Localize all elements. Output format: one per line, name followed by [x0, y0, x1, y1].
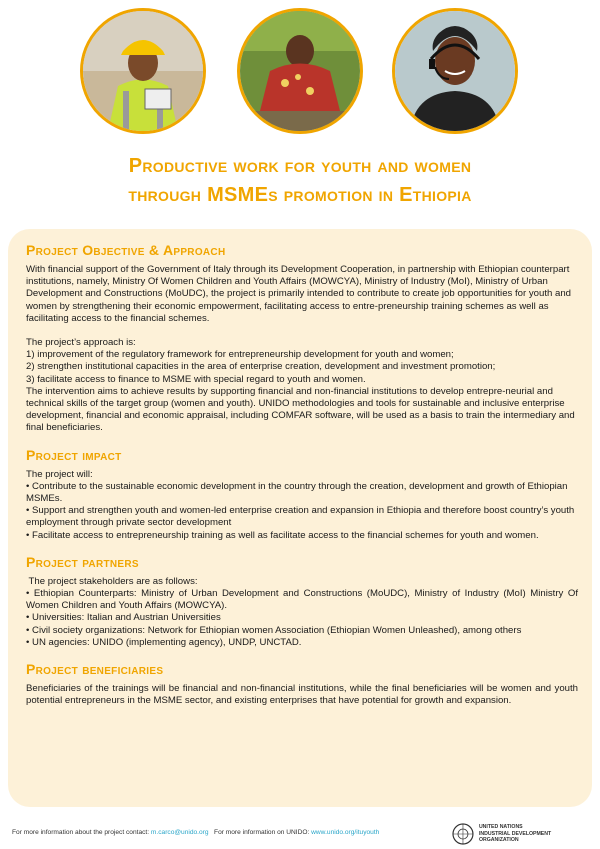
footer-text	[12, 829, 379, 836]
farmer-photo	[237, 8, 363, 134]
impact-item: • Contribute to the sustainable economic development in the country through the creation, development and growth of Ethiopian MSMEs.	[26, 480, 568, 505]
approach-intro: The project’s approach is:	[26, 337, 136, 349]
approach-item: 3) facilitate access to finance to MSME with special regard to youth and women.	[26, 373, 366, 385]
partners-item: • Universities: Italian and Austrian Universities	[26, 612, 221, 624]
org-name-line-1: UNITED NATIONS	[478, 824, 523, 831]
objective-heading: Project Objective & Approach	[26, 242, 226, 258]
contact-label: For more information about the project contact:	[12, 829, 151, 836]
org-name	[479, 824, 592, 844]
call-center-photo	[392, 8, 518, 134]
objective-paragraph: With financial support of the Government of Italy through its Development Cooperation, in partnership with Ethiopian counterpart institutions, namely, Ministry Of Women Children and Youth Affairs (MOWCYA), Ministry of Industry (MoI), Ministry of Urban Development and Constructions (MoUDC), the project is primarily intended to contribute to create job opportunities for youth and women by strengthening their economic empowerment, facilitating access to entre-preneurship training schemes as well as facilitating access to the financial schemes.	[26, 264, 571, 324]
photo-strip	[0, 8, 600, 138]
partners-intro: The project stakeholders are as follows:	[26, 575, 198, 587]
content-panel	[8, 229, 592, 807]
page-title	[0, 152, 600, 210]
beneficiaries-heading: Project beneficiaries	[26, 661, 164, 678]
org-name-line-2: INDUSTRIAL DEVELOPMENT ORGANIZATION	[478, 830, 552, 844]
unido-logo	[452, 823, 592, 845]
impact-item: • Facilitate access to entrepreneurship training as well as facilitate access to the financial schemes for youth and women.	[26, 529, 539, 541]
footer	[12, 823, 592, 843]
title-line-2: through MSMEs promotion in Ethiopia	[128, 184, 472, 206]
worker-photo	[80, 8, 206, 134]
intervention-paragraph: The intervention aims to achieve results by supporting financial and non-financial institutions to develop entrepre-neurial and technical skills of the target group (women and youth). UNIDO methodologies and tools for sustainable and inclusive enterprise development, financial and economic appraisal, including COMFAR software, will be used as a basis to train the intermediary and final beneficiaries.	[26, 385, 575, 434]
partners-heading: Project partners	[26, 553, 139, 570]
approach-item: 1) improvement of the regulatory framework for entrepreneurship development for youth and women;	[26, 349, 454, 361]
unido-website-link[interactable]: www.unido.org/ituyouth	[311, 829, 380, 836]
impact-heading: Project impact	[26, 446, 122, 463]
beneficiaries-paragraph: Beneficiaries of the trainings will be financial and non-financial institutions, while the final beneficiaries will be women and youth potential entrepreneurs in the MSME sector, and existing enterprises that have potential for growth and expansion.	[26, 683, 578, 707]
partners-item: • Civil society organizations: Network for Ethiopian women Association (Ethiopian Women Unleashed), among others	[26, 624, 522, 636]
partners-item: • Ethiopian Counterparts: Ministry of Urban Development and Constructions (MoUDC), Ministry of Industry (MoI) Ministry Of Women Children and Youth Affairs (MOWCYA).	[26, 588, 578, 612]
un-emblem-icon	[452, 823, 474, 845]
approach-item: 2) strengthen institutional capacities in the area of enterprise creation, development and investment promotion;	[26, 361, 496, 373]
impact-item: • Support and strengthen youth and women-led enterprise creation and expansion in Ethiopia and therefore boost country’s youth employment through private sector development	[26, 505, 575, 529]
impact-intro: The project will:	[26, 468, 93, 480]
info-label: For more information on UNIDO:	[214, 829, 312, 836]
partners-item: • UN agencies: UNIDO (implementing agency), UNDP, UNCTAD.	[26, 636, 302, 648]
title-line-1: Productive work for youth and women	[128, 155, 472, 177]
contact-email-link[interactable]: m.carco@unido.org	[150, 829, 209, 836]
